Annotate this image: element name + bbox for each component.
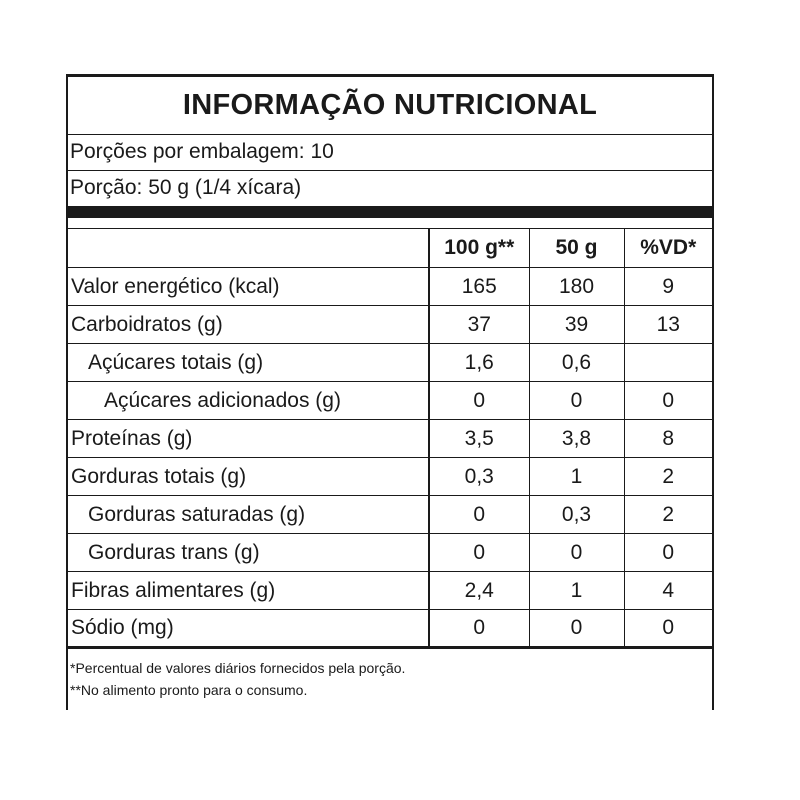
row-daily-value: 9 xyxy=(624,268,712,306)
row-per-100g: 0,3 xyxy=(429,458,529,496)
row-daily-value: 2 xyxy=(624,496,712,534)
row-per-100g: 0 xyxy=(429,610,529,648)
row-label: Carboidratos (g) xyxy=(68,306,429,344)
serving-size: Porção: 50 g (1/4 xícara) xyxy=(70,176,302,199)
table-row xyxy=(68,344,712,382)
servings-per-package: Porções por embalagem: 10 xyxy=(70,140,334,163)
table-row xyxy=(68,306,712,344)
row-per-100g: 37 xyxy=(429,306,529,344)
row-per-100g: 2,4 xyxy=(429,572,529,610)
row-per-100g: 165 xyxy=(429,268,529,306)
row-label: Gorduras totais (g) xyxy=(68,458,429,496)
table-row xyxy=(68,534,712,572)
header-label xyxy=(68,229,429,268)
row-label: Gorduras saturadas (g) xyxy=(68,496,429,534)
row-per-100g: 0 xyxy=(429,382,529,420)
header-per-100g: 100 g** xyxy=(429,229,529,268)
nutrition-table xyxy=(68,228,712,649)
row-per-100g: 0 xyxy=(429,496,529,534)
row-per-serving: 1 xyxy=(529,458,624,496)
row-daily-value: 4 xyxy=(624,572,712,610)
row-per-serving: 0 xyxy=(529,534,624,572)
row-per-serving: 0,6 xyxy=(529,344,624,382)
table-row xyxy=(68,420,712,458)
table-row xyxy=(68,268,712,306)
table-row xyxy=(68,458,712,496)
row-label: Gorduras trans (g) xyxy=(68,534,429,572)
row-per-serving: 39 xyxy=(529,306,624,344)
row-per-100g: 3,5 xyxy=(429,420,529,458)
table-row xyxy=(68,572,712,610)
row-daily-value: 13 xyxy=(624,306,712,344)
row-per-serving: 3,8 xyxy=(529,420,624,458)
row-label: Valor energético (kcal) xyxy=(68,268,429,306)
footnote-ready-to-eat: **No alimento pronto para o consumo. xyxy=(70,682,308,698)
row-per-serving: 0 xyxy=(529,610,624,648)
header-daily-value: %VD* xyxy=(624,229,712,268)
table-header-row xyxy=(68,229,712,268)
row-per-serving: 0,3 xyxy=(529,496,624,534)
row-daily-value: 8 xyxy=(624,420,712,458)
row-daily-value: 0 xyxy=(624,534,712,572)
row-per-100g: 0 xyxy=(429,534,529,572)
footnote-daily-value: *Percentual de valores diários fornecidos pela porção. xyxy=(70,660,406,676)
row-per-serving: 0 xyxy=(529,382,624,420)
table-row xyxy=(68,610,712,648)
row-daily-value: 2 xyxy=(624,458,712,496)
table-row xyxy=(68,382,712,420)
panel-title: INFORMAÇÃO NUTRICIONAL xyxy=(68,77,712,135)
thick-divider xyxy=(68,206,712,218)
row-daily-value xyxy=(624,344,712,382)
row-label: Açúcares adicionados (g) xyxy=(68,382,429,420)
row-per-serving: 180 xyxy=(529,268,624,306)
row-per-serving: 1 xyxy=(529,572,624,610)
divider xyxy=(68,170,712,171)
header-per-serving: 50 g xyxy=(529,229,624,268)
row-daily-value: 0 xyxy=(624,382,712,420)
row-per-100g: 1,6 xyxy=(429,344,529,382)
nutrition-facts-panel xyxy=(66,74,714,710)
row-label: Açúcares totais (g) xyxy=(68,344,429,382)
row-label: Sódio (mg) xyxy=(68,610,429,648)
row-daily-value: 0 xyxy=(624,610,712,648)
row-label: Fibras alimentares (g) xyxy=(68,572,429,610)
row-label: Proteínas (g) xyxy=(68,420,429,458)
table-row xyxy=(68,496,712,534)
